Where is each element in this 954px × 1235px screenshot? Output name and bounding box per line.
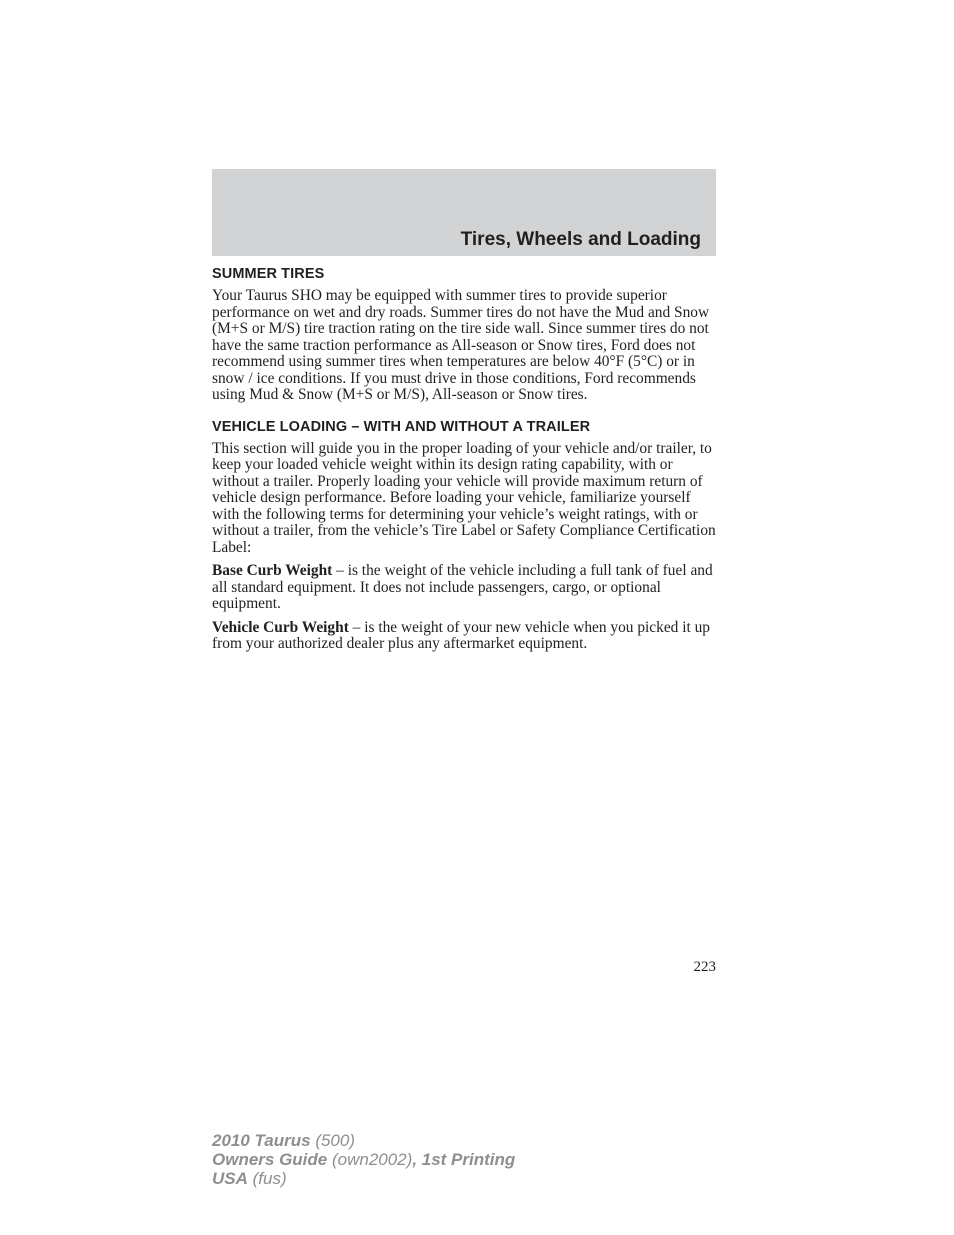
section-header-band bbox=[212, 169, 716, 256]
definition-base-curb-weight bbox=[212, 563, 718, 613]
page-number: 223 bbox=[693, 959, 716, 975]
document-footer bbox=[212, 1131, 515, 1188]
definition-text: – is the weight of the vehicle including a full tank of fuel and all standard equipment. It does not include passengers, cargo, or optional equipment. bbox=[212, 562, 713, 612]
footer-printing: , 1st Printing bbox=[412, 1150, 516, 1169]
footer-line-guide bbox=[212, 1150, 515, 1169]
section-title: Tires, Wheels and Loading bbox=[460, 229, 701, 250]
term-base-curb-weight: Base Curb Weight bbox=[212, 562, 333, 579]
footer-model-name: 2010 Taurus bbox=[212, 1131, 311, 1150]
definition-text: – is the weight of your new vehicle when you picked it up from your authorized dealer plus any aftermarket equipment. bbox=[212, 618, 710, 652]
footer-model-code: (500) bbox=[310, 1131, 356, 1150]
paragraph-summer-tires: Your Taurus SHO may be equipped with summer tires to provide superior performance on wet and dry roads. Summer tires do not have the Mud and Snow (M+S or M/S) tire traction rating on the tire side wall. Since summer tires do not have the same traction performance as All-season or Snow tires, Ford does not recommend using summer tires when temperatures are below 40°F (5°C) or in snow / ice conditions. If you must drive in those conditions, Ford recommends using Mud & Snow (M+S or M/S), All-season or Snow tires. bbox=[212, 287, 710, 403]
paragraph-vehicle-loading: This section will guide you in the proper loading of your vehicle and/or trailer, to keep your loaded vehicle weight within its design rating capability, with or without a trailer. Properly loading your vehicle will provide maximum return of vehicle design performance. Before loading your vehicle, familiarize yourself with the following terms for determining your vehicle’s weight ratings, with or without a trailer, from the vehicle’s Tire Label or Safety Compliance Certification Label: bbox=[212, 439, 716, 556]
heading-summer-tires: SUMMER TIRES bbox=[212, 266, 325, 282]
footer-line-region bbox=[212, 1169, 515, 1188]
page-content bbox=[212, 266, 718, 660]
footer-guide-code: (own2002) bbox=[327, 1150, 413, 1169]
footer-region-code: (fus) bbox=[247, 1169, 287, 1188]
footer-line-model bbox=[212, 1131, 515, 1150]
definition-vehicle-curb-weight bbox=[212, 620, 718, 653]
term-vehicle-curb-weight: Vehicle Curb Weight bbox=[212, 618, 349, 636]
footer-guide-name: Owners Guide bbox=[212, 1150, 328, 1169]
footer-region: USA bbox=[212, 1169, 248, 1188]
heading-vehicle-loading: VEHICLE LOADING – WITH AND WITHOUT A TRAILER bbox=[212, 418, 591, 435]
